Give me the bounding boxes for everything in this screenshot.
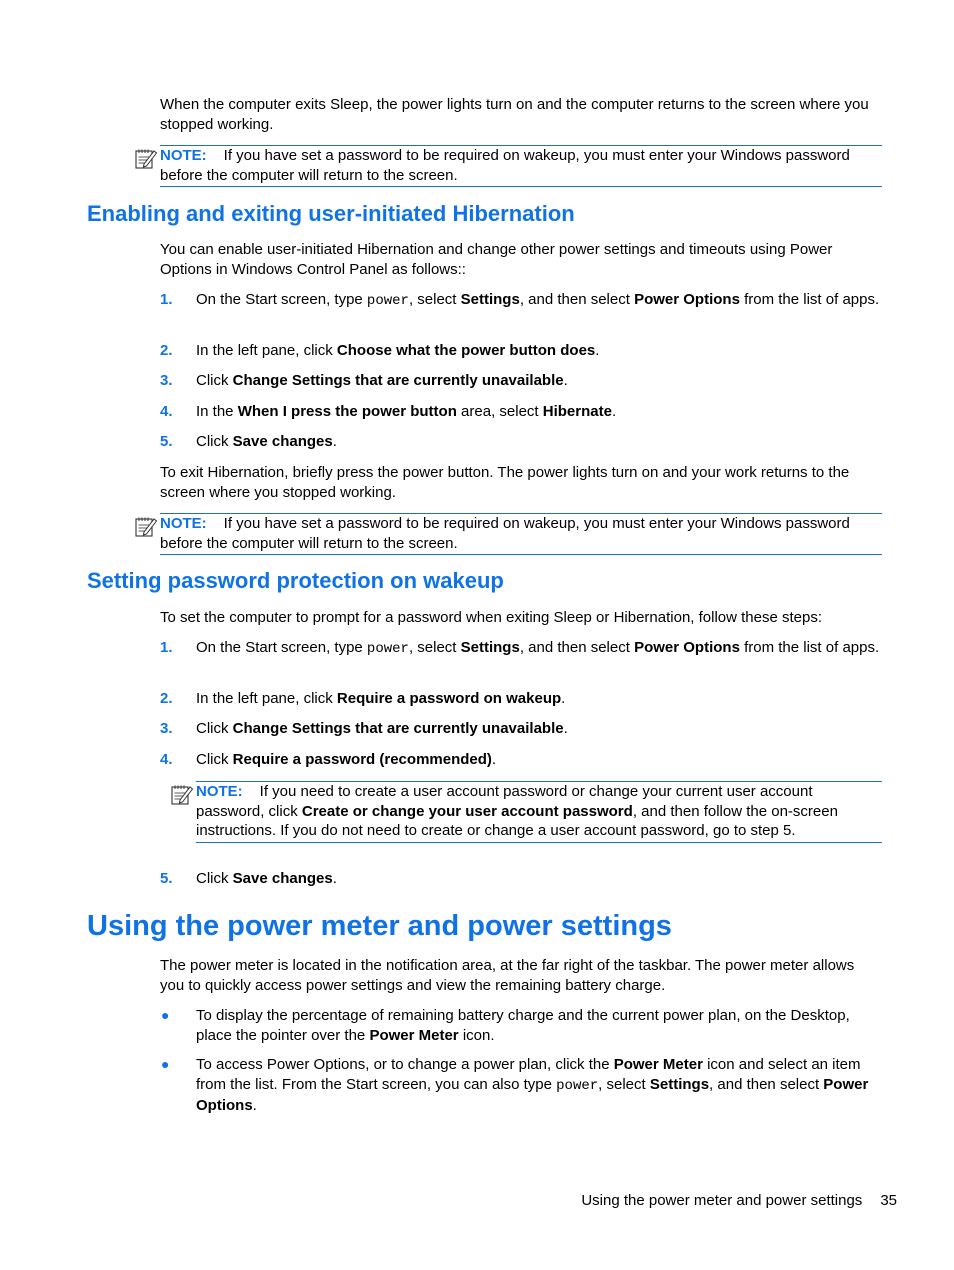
note-label: NOTE:	[196, 783, 243, 800]
page-footer	[540, 1192, 897, 1209]
section-intro: To set the computer to prompt for a password when exiting Sleep or Hibernation, follow these steps:	[160, 609, 823, 626]
step-number: 3.	[160, 720, 173, 737]
section-outro: To exit Hibernation, briefly press the power button. The power lights turn on and your work returns to the screen where you stopped working.	[160, 464, 850, 501]
step-number: 5.	[160, 433, 173, 450]
bullet-icon: ●	[161, 1056, 170, 1072]
section-heading-password: Setting password protection on wakeup	[87, 568, 504, 593]
note-box	[160, 145, 882, 187]
code-text: power	[366, 641, 409, 657]
intro-paragraph: When the computer exits Sleep, the power lights turn on and the computer returns to the screen where you stopped working.	[160, 96, 869, 133]
code-text: power	[556, 1077, 599, 1094]
section-intro: The power meter is located in the notification area, at the far right of the taskbar. The power meter allows you to quickly access power settings and view the remaining battery charge.	[160, 957, 855, 994]
bullet-icon: ●	[161, 1007, 170, 1023]
note-text: If you have set a password to be required on wakeup, you must enter your Windows password before the computer will return to the screen.	[160, 515, 850, 552]
step-number: 4.	[160, 751, 173, 768]
note-pad-icon	[134, 147, 158, 171]
code-text: power	[366, 293, 409, 309]
step-number: 5.	[160, 870, 173, 887]
step-number: 2.	[160, 342, 173, 359]
note-pad-icon	[134, 515, 158, 539]
note-pad-icon	[170, 783, 194, 807]
step-number: 3.	[160, 372, 173, 389]
page-number: 35	[880, 1192, 897, 1209]
step-number: 4.	[160, 403, 173, 420]
note-box	[160, 513, 882, 555]
note-label: NOTE:	[160, 147, 207, 164]
note-box: NOTE: If you need to create a user account password or change your current user account password, click Create or change your user account password, and then follow the on-screen instructions. If you do not need to create or change a user account password, go to step 5.	[196, 781, 882, 843]
note-text: If you have set a password to be required on wakeup, you must enter your Windows password before the computer will return to the screen.	[160, 147, 850, 184]
section-intro: You can enable user-initiated Hibernation and change other power settings and timeouts using Power Options in Windows Control Panel as follows::	[160, 241, 833, 278]
section-heading-hibernation: Enabling and exiting user-initiated Hibernation	[87, 201, 575, 226]
footer-title: Using the power meter and power settings	[581, 1192, 863, 1209]
step-number: 2.	[160, 690, 173, 707]
note-label: NOTE:	[160, 515, 207, 532]
chapter-heading: Using the power meter and power settings	[87, 910, 672, 942]
step-number: 1.	[160, 639, 173, 656]
step-number: 1.	[160, 291, 173, 308]
